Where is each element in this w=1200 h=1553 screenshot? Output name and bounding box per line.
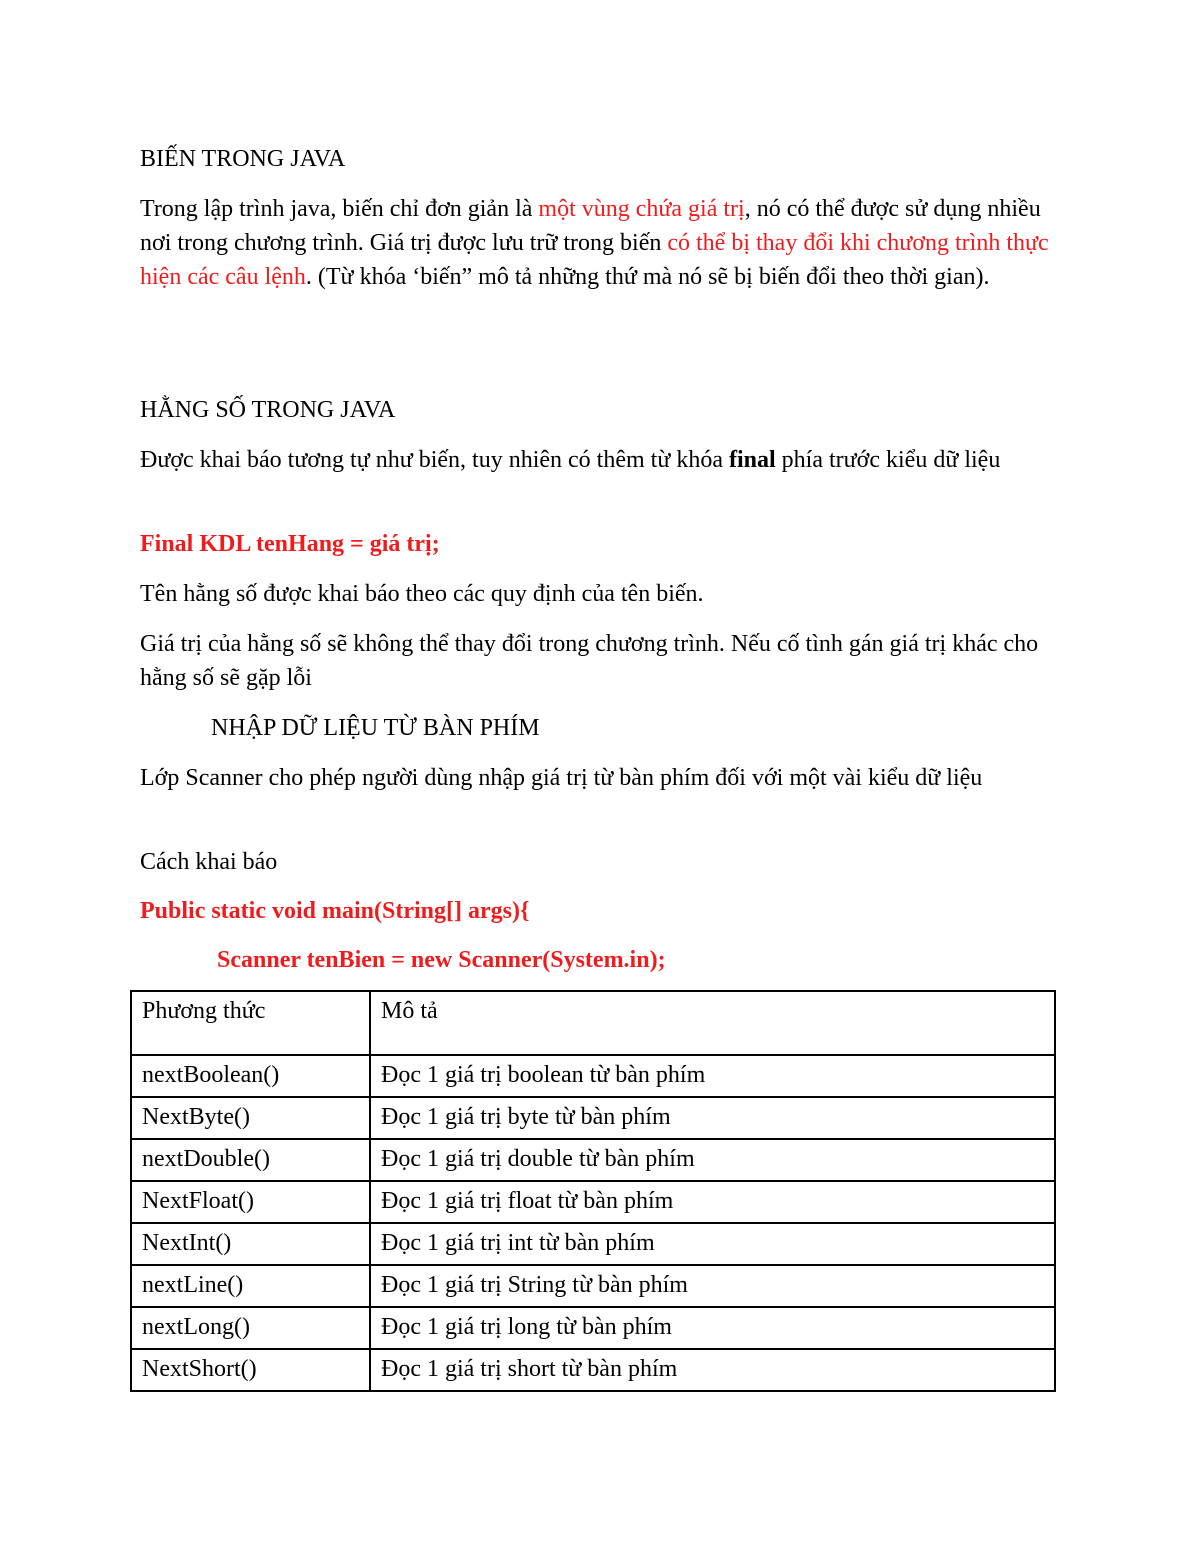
table-row (131, 1265, 1055, 1307)
text-segment: , nó có thể được sử dụng nhiều nơi trong chương trình. Giá trị được lưu trữ trong biến (140, 196, 1041, 256)
code-scanner: Scanner tenBien = new Scanner(System.in); (217, 947, 666, 973)
method-cell: NextFloat() (131, 1181, 370, 1223)
method-cell: NextInt() (131, 1223, 370, 1265)
paragraph-ten-hang: Tên hằng số được khai báo theo các quy định của tên biến. (140, 581, 704, 607)
text-segment: Được khai báo tương tự như biến, tuy nhiên có thêm từ khóa (140, 447, 729, 473)
paragraph-scanner: Lớp Scanner cho phép người dùng nhập giá trị từ bàn phím đối với một vài kiểu dữ liệu (140, 765, 983, 791)
header-cell: Mô tả (370, 991, 1055, 1055)
table-row (131, 1223, 1055, 1265)
highlight-text: có thể bị thay đổi khi chương trình thực hiện các câu lệnh (140, 230, 1049, 290)
description-cell: Đọc 1 giá trị String từ bàn phím (370, 1265, 1055, 1307)
table-row (131, 1097, 1055, 1139)
method-cell: nextLong() (131, 1307, 370, 1349)
heading-nhap-du-lieu: NHẬP DỮ LIỆU TỪ BÀN PHÍM (211, 715, 540, 741)
method-cell: nextBoolean() (131, 1055, 370, 1097)
scanner-methods-table (130, 990, 1056, 1392)
paragraph-hangso (140, 443, 1070, 477)
method-cell: nextDouble() (131, 1139, 370, 1181)
method-cell: NextShort() (131, 1349, 370, 1391)
description-cell: Đọc 1 giá trị short từ bàn phím (370, 1349, 1055, 1391)
table-row (131, 1181, 1055, 1223)
code-main: Public static void main(String[] args){ (140, 898, 530, 924)
table-header-row (131, 991, 1055, 1055)
paragraph-gia-tri-hang: Giá trị của hằng số sẽ không thể thay đổi trong chương trình. Nếu cố tình gán giá trị khác cho hằng số sẽ gặp lỗi (140, 631, 1039, 691)
description-cell: Đọc 1 giá trị double từ bàn phím (370, 1139, 1055, 1181)
method-cell: NextByte() (131, 1097, 370, 1139)
keyword-final: final (728, 447, 776, 473)
description-cell: Đọc 1 giá trị float từ bàn phím (370, 1181, 1055, 1223)
table-row (131, 1139, 1055, 1181)
header-cell: Phương thức (131, 991, 370, 1055)
heading-hangso: HẰNG SỐ TRONG JAVA (140, 397, 396, 423)
description-cell: Đọc 1 giá trị boolean từ bàn phím (370, 1055, 1055, 1097)
paragraph-bien (140, 192, 1070, 294)
description-cell: Đọc 1 giá trị long từ bàn phím (370, 1307, 1055, 1349)
table-row (131, 1055, 1055, 1097)
highlight-text: một vùng chứa giá trị (538, 196, 745, 222)
text-segment: . (Từ khóa ‘biến” mô tả những thứ mà nó sẽ bị biến đổi theo thời gian). (305, 264, 990, 290)
text-segment: Trong lập trình java, biến chỉ đơn giản là (140, 196, 539, 222)
method-cell: nextLine() (131, 1265, 370, 1307)
syntax-final: Final KDL tenHang = giá trị; (140, 531, 440, 557)
description-cell: Đọc 1 giá trị int từ bàn phím (370, 1223, 1055, 1265)
text-segment: phía trước kiểu dữ liệu (775, 447, 1001, 473)
table-row (131, 1307, 1055, 1349)
heading-bien: BIẾN TRONG JAVA (140, 146, 346, 172)
table-row (131, 1349, 1055, 1391)
paragraph-cach-khai-bao: Cách khai báo (140, 849, 278, 875)
description-cell: Đọc 1 giá trị byte từ bàn phím (370, 1097, 1055, 1139)
